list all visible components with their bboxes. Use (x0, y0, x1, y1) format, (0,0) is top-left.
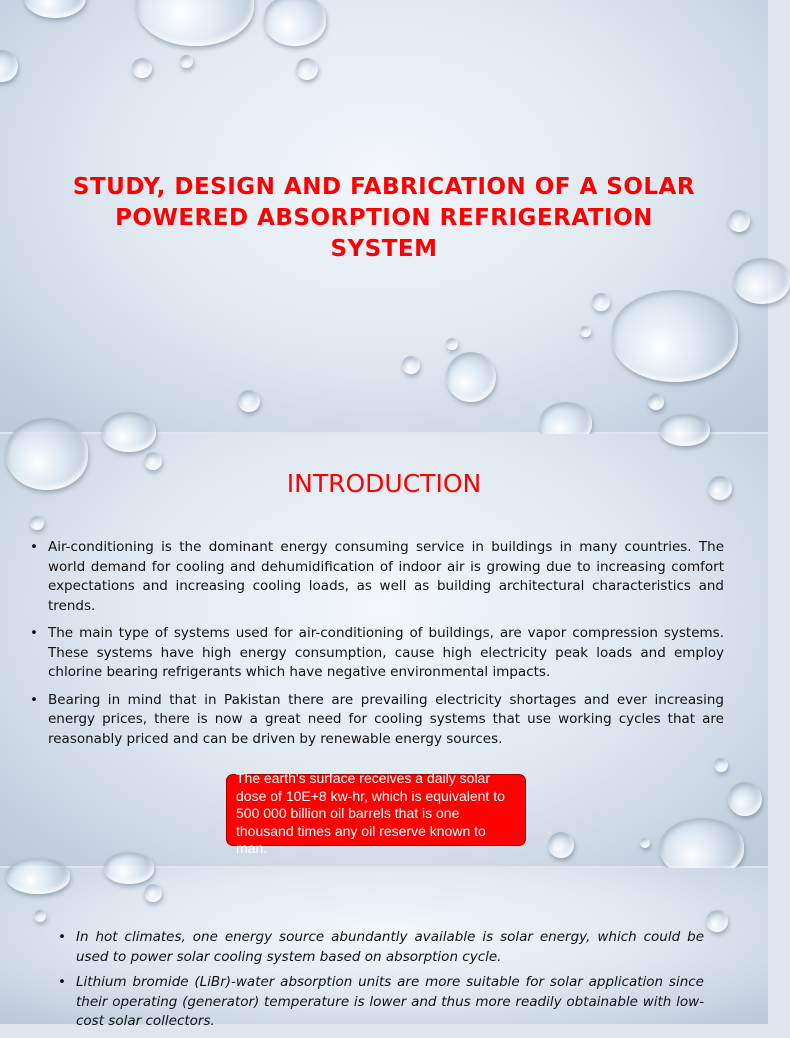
water-drop-decoration (706, 910, 728, 932)
slide-title-text: STUDY, DESIGN AND FABRICATION OF A SOLAR POWERED ABSORPTION REFRIGERATION SYSTEM (72, 174, 696, 262)
water-drop-decoration (592, 293, 610, 311)
bullet-glyph: • (58, 974, 66, 990)
water-drop-decoration (660, 414, 710, 446)
bullet-text: Air-conditioning is the dominant energy consuming service in buildings in many countries. The world demand for cooling and dehumidification of indoor air is growing due to increasing comfort expectations and increasing cooling loads, as well as building architectural characteristics and trends. (48, 539, 724, 614)
bullet-glyph: • (58, 929, 66, 945)
introduction-bullet-list (30, 538, 724, 757)
water-drop-decoration (34, 910, 46, 922)
bullet-item (30, 538, 724, 616)
water-drop-decoration (264, 0, 326, 46)
water-drop-decoration (180, 55, 193, 68)
slide-introduction (0, 434, 768, 866)
water-drop-decoration (238, 390, 260, 412)
water-drop-decoration (144, 884, 162, 902)
water-drop-decoration (6, 858, 70, 894)
bullet-glyph: • (30, 539, 38, 555)
water-drop-decoration (446, 352, 496, 402)
bullet-text: In hot climates, one energy source abundantly available is solar energy, which could be used to power solar cooling system based on absorption cycle. (76, 929, 704, 965)
water-drop-decoration (402, 356, 420, 374)
water-drop-decoration (24, 0, 86, 18)
water-drop-decoration (728, 782, 762, 816)
water-drop-decoration (714, 758, 728, 772)
bullet-text: Bearing in mind that in Pakistan there are prevailing electricity shortages and ever increasing energy prices, there is now a great need for cooling systems that use working cycles that are reasonably priced and can be driven by renewable energy sources. (48, 691, 724, 747)
water-drop-decoration (296, 58, 318, 80)
bullet-text: Lithium bromide (LiBr)-water absorption units are more suitable for solar application since their operating (generator) temperature is lower and thus more readily obtainable with low-cost solar collectors. (76, 974, 704, 1029)
bullet-glyph: • (30, 625, 38, 641)
water-drop-decoration (648, 394, 664, 410)
water-drop-decoration (136, 0, 254, 46)
slide-title (0, 0, 768, 432)
water-drop-decoration (446, 338, 458, 350)
introduction-heading: INTRODUCTION (286, 469, 482, 498)
water-drop-decoration (640, 838, 650, 848)
absorption-bullet-list (58, 928, 704, 1038)
water-drop-decoration (580, 326, 591, 337)
water-drop-decoration (548, 832, 574, 858)
slide-solar-absorption (0, 868, 768, 1029)
water-drop-decoration (734, 258, 790, 304)
water-drop-decoration (728, 210, 750, 232)
water-drop-decoration (102, 412, 156, 452)
bullet-glyph: • (30, 691, 38, 708)
callout-text: The earth's surface receives a daily solar dose of 10E+8 kw-hr, which is equivalent to 500 000 billion oil barrels that is one thousand times any oil reserve known to man. (236, 770, 505, 856)
bullet-item (58, 928, 704, 967)
water-drop-decoration (612, 290, 738, 382)
water-drop-decoration (104, 852, 154, 884)
water-drop-decoration (0, 50, 18, 82)
bullet-item (58, 973, 704, 1032)
bullet-text: The main type of systems used for air-conditioning of buildings, are vapor compression systems. These systems have high energy consumption, cause high electricity peak loads and employ chlorine bearing refrigerants which have negative environmental impacts. (48, 625, 724, 680)
water-drop-decoration (30, 516, 44, 530)
water-drop-decoration (132, 58, 152, 78)
bullet-item (30, 691, 724, 750)
bullet-item (30, 624, 724, 683)
solar-dose-callout (226, 770, 526, 856)
